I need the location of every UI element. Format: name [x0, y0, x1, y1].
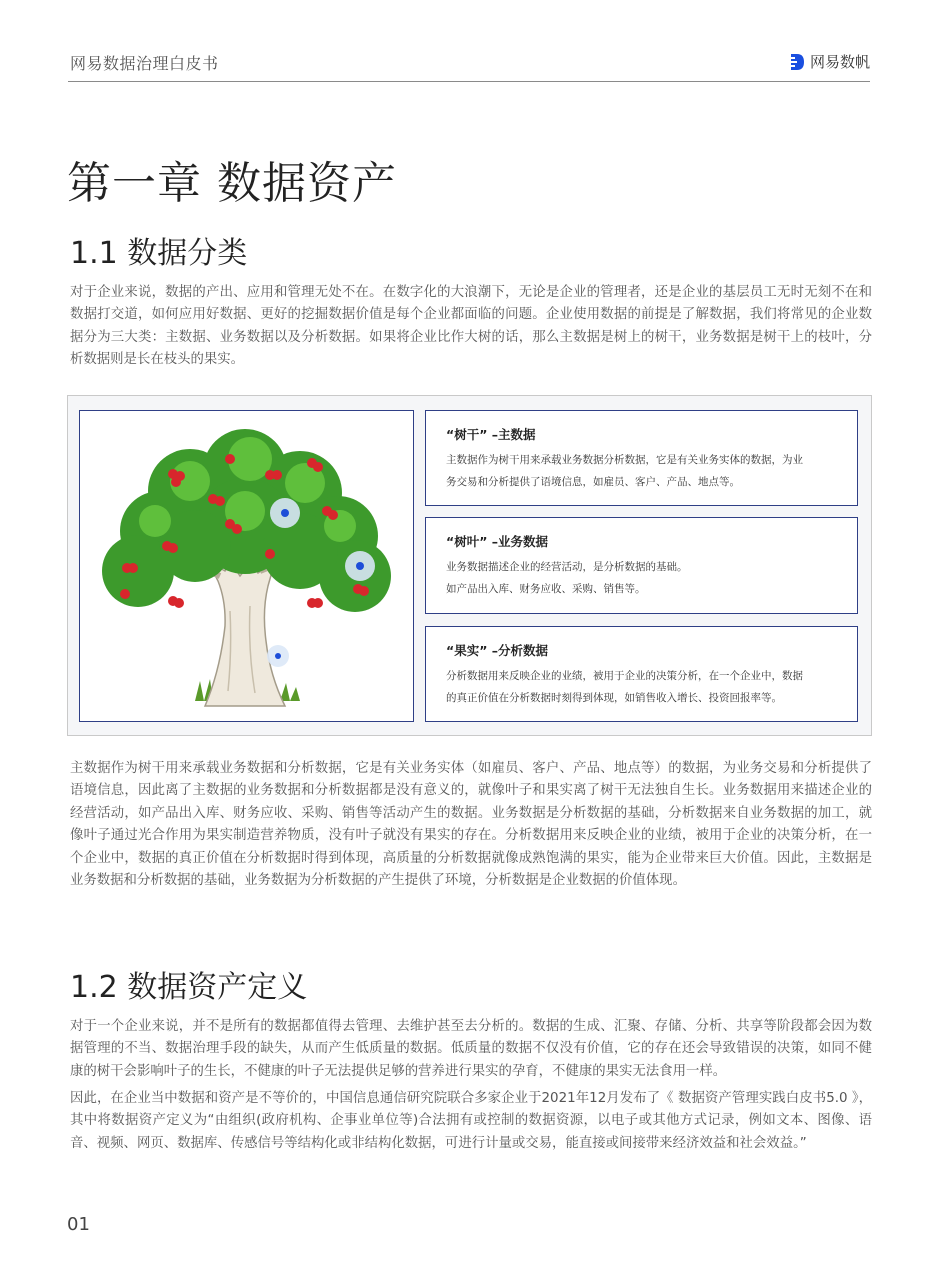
page-header — [68, 40, 870, 82]
document-title: 网易数据治理白皮书 — [70, 54, 219, 73]
section-1-2-paragraph-1: 对于一个企业来说，并不是所有的数据都值得去管理、去维护甚至去分析的。数据的生成、汇聚、存储、分析、共享等阶段都会因为数据管理的不当、数据治理手段的缺失，从而产生低质量的数据。低质量的数据不仅没有价值，它的存在还会导致错误的决策，如同不健康的树干会影响叶子的生长，不健康的叶子无法提供足够的营养进行果实的孕育，不健康的果实无法食用一样。 — [70, 1019, 872, 1079]
section-1-1-body: 主数据作为树干用来承载业务数据和分析数据，它是有关业务实体（如雇员、客户、产品、地点等）的数据，为业务交易和分析提供了语境信息，因此离了主数据的业务数据和分析数据都是没有意义的，就像叶子和果实离了树干无法独自生长。业务数据用来描述企业的经营活动，如产品出入库、财务应收、采购、销售等活动产生的数据。业务数据是分析数据的基础，分析数据来自业务数据的加工，就像叶子通过光合作用为果实制造营养物质，没有叶子就没有果实的存在。分析数据用来反映企业的业绩，被用于企业的决策分析，在一个企业中，数据的真正价值在分析数据时得到体现，高质量的分析数据就像成熟饱满的果实，能为企业带来巨大价值。因此，主数据是业务数据和分析数据的基础，业务数据为分析数据的产生提供了环境，分析数据是企业数据的价值体现。 — [70, 761, 872, 889]
card-title: “树叶” –业务数据 — [446, 534, 549, 549]
tree-illustration — [79, 410, 414, 722]
netease-shufan-logo-icon — [789, 53, 805, 71]
card-line: 业务数据描述企业的经营活动，是分析数据的基础。 — [446, 561, 688, 573]
card-leaf-business-data — [425, 517, 858, 614]
section-heading-1-1: 1.1 数据分类 — [70, 236, 248, 271]
card-line: 的真正价值在分析数据时刻得到体现，如销售收入增长、投资回报率等。 — [446, 692, 782, 704]
card-line: 分析数据用来反映企业的业绩，被用于企业的决策分析，在一个企业中，数据 — [446, 670, 803, 682]
card-line: 如产品出入库、财务应收、采购、销售等。 — [446, 583, 646, 595]
brand-name: 网易数帆 — [809, 53, 870, 71]
card-line: 主数据作为树干用来承载业务数据分析数据，它是有关业务实体的数据，为业 — [446, 454, 803, 466]
section-1-1-intro: 对于企业来说，数据的产出、应用和管理无处不在。在数字化的大浪潮下，无论是企业的管理者，还是企业的基层员工无时无刻不在和数据打交道，如何应用好数据、更好的挖掘数据价值是每个企业都面临的问题。企业使用数据的前提是了解数据，我们将常见的企业数据分为三大类：主数据、业务数据以及分析数据。如果将企业比作大树的话，那么主数据是树上的树干，业务数据是树干上的枝叶，分析数据则是长在枝头的果实。 — [70, 285, 872, 368]
card-line: 务交易和分析提供了语境信息，如雇员、客户、产品、地点等。 — [446, 476, 740, 488]
section-heading-1-2: 1.2 数据资产定义 — [70, 970, 308, 1005]
tree-image — [80, 411, 413, 721]
brand-logo — [789, 51, 870, 72]
card-fruit-analysis-data — [425, 626, 858, 722]
chapter-title: 第一章 数据资产 — [67, 158, 397, 210]
card-title: “果实” –分析数据 — [446, 643, 549, 658]
card-trunk-master-data — [425, 410, 858, 506]
card-title: “树干” –主数据 — [446, 427, 536, 442]
data-classification-figure — [67, 395, 872, 736]
section-1-2-paragraph-2: 因此，在企业当中数据和资产是不等价的，中国信息通信研究院联合多家企业于2021年12月发布了《 数据资产管理实践白皮书5.0 》，其中将数据资产定义为“由组织(政府机构、企事业单位等)合法拥有或控制的数据资源，以电子或其他方式记录，例如文本、图像、语音、视频、网页、数据库、传感信号等结构化或非结构化数据，可进行计量或交易，能直接或间接带来经济效益和社会效益。” — [70, 1091, 872, 1151]
page-number: 01 — [67, 1214, 90, 1235]
